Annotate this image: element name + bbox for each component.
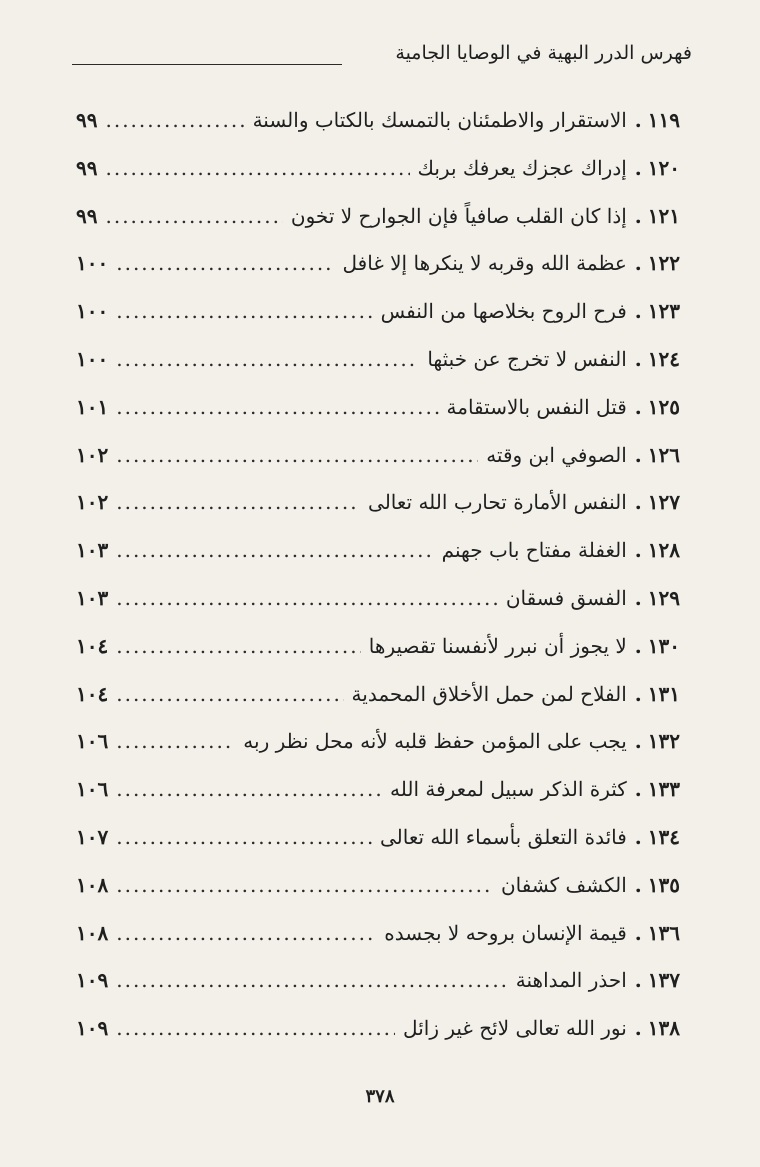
- entry-title: يجب على المؤمن حفظ قلبه لأنه محل نظر ربه: [243, 729, 627, 754]
- dot-leader: [105, 108, 244, 132]
- header-rule: [72, 64, 342, 65]
- entry-title: الكشف كشفان: [500, 872, 627, 897]
- entry-title: النفس لا تخرج عن خبثها: [427, 346, 627, 371]
- entry-page-number: ١٠٩: [76, 968, 109, 993]
- entry-title: لا يجوز أن نبرر لأنفسنا تقصيرها: [368, 633, 627, 658]
- entry-page-number: ١٠٩: [76, 1016, 109, 1041]
- entry-page-number: ٩٩: [76, 108, 98, 132]
- entry-title: كثرة الذكر سبيل لمعرفة الله: [390, 777, 627, 802]
- toc-entry: [76, 873, 680, 921]
- entry-title: الغفلة مفتاح باب جهنم: [441, 538, 627, 563]
- entry-number: ١٢٩: [647, 585, 680, 610]
- entry-number: ١٢٤: [647, 346, 680, 371]
- dot-leader: [116, 299, 372, 323]
- entry-number: ١٢١: [647, 203, 680, 228]
- entry-separator: .: [634, 155, 642, 180]
- entry-number: ١٢٣: [647, 299, 680, 324]
- header-title: فهرس الدرر البهية في الوصايا الجامية: [395, 42, 692, 64]
- toc-entry: [76, 1016, 680, 1064]
- toc-entry: [76, 490, 680, 538]
- dot-leader: [116, 682, 343, 706]
- entry-number: ١٢٨: [647, 538, 680, 563]
- entry-separator: .: [634, 681, 642, 706]
- dot-leader: [116, 825, 372, 849]
- entry-number: ١٣٠: [647, 633, 680, 658]
- entry-page-number: ١٠٤: [76, 633, 109, 658]
- entry-title: نور الله تعالى لائح غير زائل: [403, 1016, 627, 1041]
- entry-separator: .: [634, 777, 642, 802]
- entry-number: ١٣٧: [647, 968, 680, 993]
- entry-number: ١٣١: [647, 681, 680, 706]
- entry-number: ١٣٦: [647, 920, 680, 945]
- entry-separator: .: [634, 729, 642, 754]
- toc-entry: [76, 108, 680, 156]
- entry-title: عظمة الله وقربه لا ينكرها إلا غافل: [342, 251, 627, 276]
- entry-separator: .: [634, 920, 642, 945]
- entry-separator: .: [634, 394, 642, 419]
- entry-title: النفس الأمارة تحارب الله تعالى: [368, 490, 627, 515]
- toc-entry: [76, 968, 680, 1016]
- entry-number: ١٣٨: [647, 1016, 680, 1041]
- toc-entry: [76, 538, 680, 586]
- entry-page-number: ١٠٧: [76, 824, 109, 849]
- entry-page-number: ١٠٢: [76, 442, 109, 467]
- entry-separator: .: [634, 490, 642, 515]
- toc-entry: [76, 395, 680, 443]
- entry-number: ١٢٢: [647, 251, 680, 276]
- entry-page-number: ١٠٣: [76, 585, 109, 610]
- entry-separator: .: [634, 1016, 642, 1041]
- dot-leader: [116, 251, 334, 275]
- toc-entry: [76, 634, 680, 682]
- entry-page-number: ٩٩: [76, 203, 98, 228]
- entry-page-number: ١٠٨: [76, 872, 109, 897]
- dot-leader: [105, 204, 282, 228]
- entry-title: الفسق فسقان: [505, 585, 627, 610]
- entry-title: قتل النفس بالاستقامة: [446, 394, 627, 419]
- entry-separator: .: [634, 346, 642, 371]
- entry-page-number: ١٠٠: [76, 251, 109, 276]
- entry-number: ١٣٢: [647, 729, 680, 754]
- entry-number: ١٢٧: [647, 490, 680, 515]
- entry-title: الاستقرار والاطمئنان بالتمسك بالكتاب والسنة: [252, 108, 627, 132]
- toc-entry: [76, 443, 680, 491]
- entry-separator: .: [634, 538, 642, 563]
- entry-separator: .: [634, 872, 642, 897]
- entry-page-number: ١٠٠: [76, 299, 109, 324]
- dot-leader: [116, 347, 419, 371]
- dot-leader: [116, 490, 360, 514]
- toc-entry: [76, 251, 680, 299]
- entry-page-number: ١٠٦: [76, 729, 109, 754]
- table-of-contents: [76, 108, 680, 1064]
- entry-title: إذا كان القلب صافياً فإن الجوارح لا تخون: [290, 203, 627, 228]
- dot-leader: [116, 586, 498, 610]
- entry-separator: .: [634, 299, 642, 324]
- dot-leader: [116, 443, 478, 467]
- toc-entry: [76, 299, 680, 347]
- running-header: [72, 40, 692, 70]
- entry-separator: .: [634, 108, 642, 132]
- entry-title: فرح الروح بخلاصها من النفس: [380, 299, 627, 324]
- entry-separator: .: [634, 203, 642, 228]
- entry-page-number: ١٠٣: [76, 538, 109, 563]
- toc-entry: [76, 729, 680, 777]
- toc-entry: [76, 204, 680, 252]
- entry-number: ١٢٠: [647, 155, 680, 180]
- dot-leader: [116, 395, 438, 419]
- entry-page-number: ١٠٨: [76, 920, 109, 945]
- entry-title: الفلاح لمن حمل الأخلاق المحمدية: [351, 681, 627, 706]
- entry-page-number: ١٠٠: [76, 346, 109, 371]
- dot-leader: [116, 921, 376, 945]
- entry-number: ١٣٤: [647, 824, 680, 849]
- entry-title: إدراك عجزك يعرفك بربك: [417, 155, 627, 180]
- entry-number: ١٢٦: [647, 442, 680, 467]
- entry-page-number: ١٠٦: [76, 777, 109, 802]
- entry-page-number: ١٠١: [76, 394, 109, 419]
- dot-leader: [116, 1016, 395, 1040]
- dot-leader: [116, 729, 235, 753]
- entry-separator: .: [634, 633, 642, 658]
- page-number: ٣٧٨: [365, 1086, 395, 1107]
- dot-leader: [116, 968, 508, 992]
- entry-separator: .: [634, 251, 642, 276]
- dot-leader: [116, 634, 361, 658]
- entry-title: احذر المداهنة: [515, 968, 627, 993]
- entry-number: ١١٩: [647, 108, 680, 132]
- entry-separator: .: [634, 824, 642, 849]
- entry-separator: .: [634, 585, 642, 610]
- entry-separator: .: [634, 442, 642, 467]
- toc-entry: [76, 921, 680, 969]
- entry-page-number: ٩٩: [76, 155, 98, 180]
- dot-leader: [116, 538, 433, 562]
- entry-number: ١٣٣: [647, 777, 680, 802]
- entry-page-number: ١٠٤: [76, 681, 109, 706]
- entry-page-number: ١٠٢: [76, 490, 109, 515]
- dot-leader: [105, 156, 409, 180]
- toc-entry: [76, 825, 680, 873]
- toc-entry: [76, 347, 680, 395]
- entry-title: قيمة الإنسان بروحه لا بجسده: [384, 920, 627, 945]
- dot-leader: [116, 873, 493, 897]
- toc-entry: [76, 586, 680, 634]
- entry-number: ١٢٥: [647, 394, 680, 419]
- toc-entry: [76, 777, 680, 825]
- entry-separator: .: [634, 968, 642, 993]
- toc-entry: [76, 156, 680, 204]
- entry-title: فائدة التعلق بأسماء الله تعالى: [379, 824, 627, 849]
- entry-number: ١٣٥: [647, 872, 680, 897]
- toc-entry: [76, 682, 680, 730]
- dot-leader: [116, 777, 382, 801]
- entry-title: الصوفي ابن وقته: [486, 442, 627, 467]
